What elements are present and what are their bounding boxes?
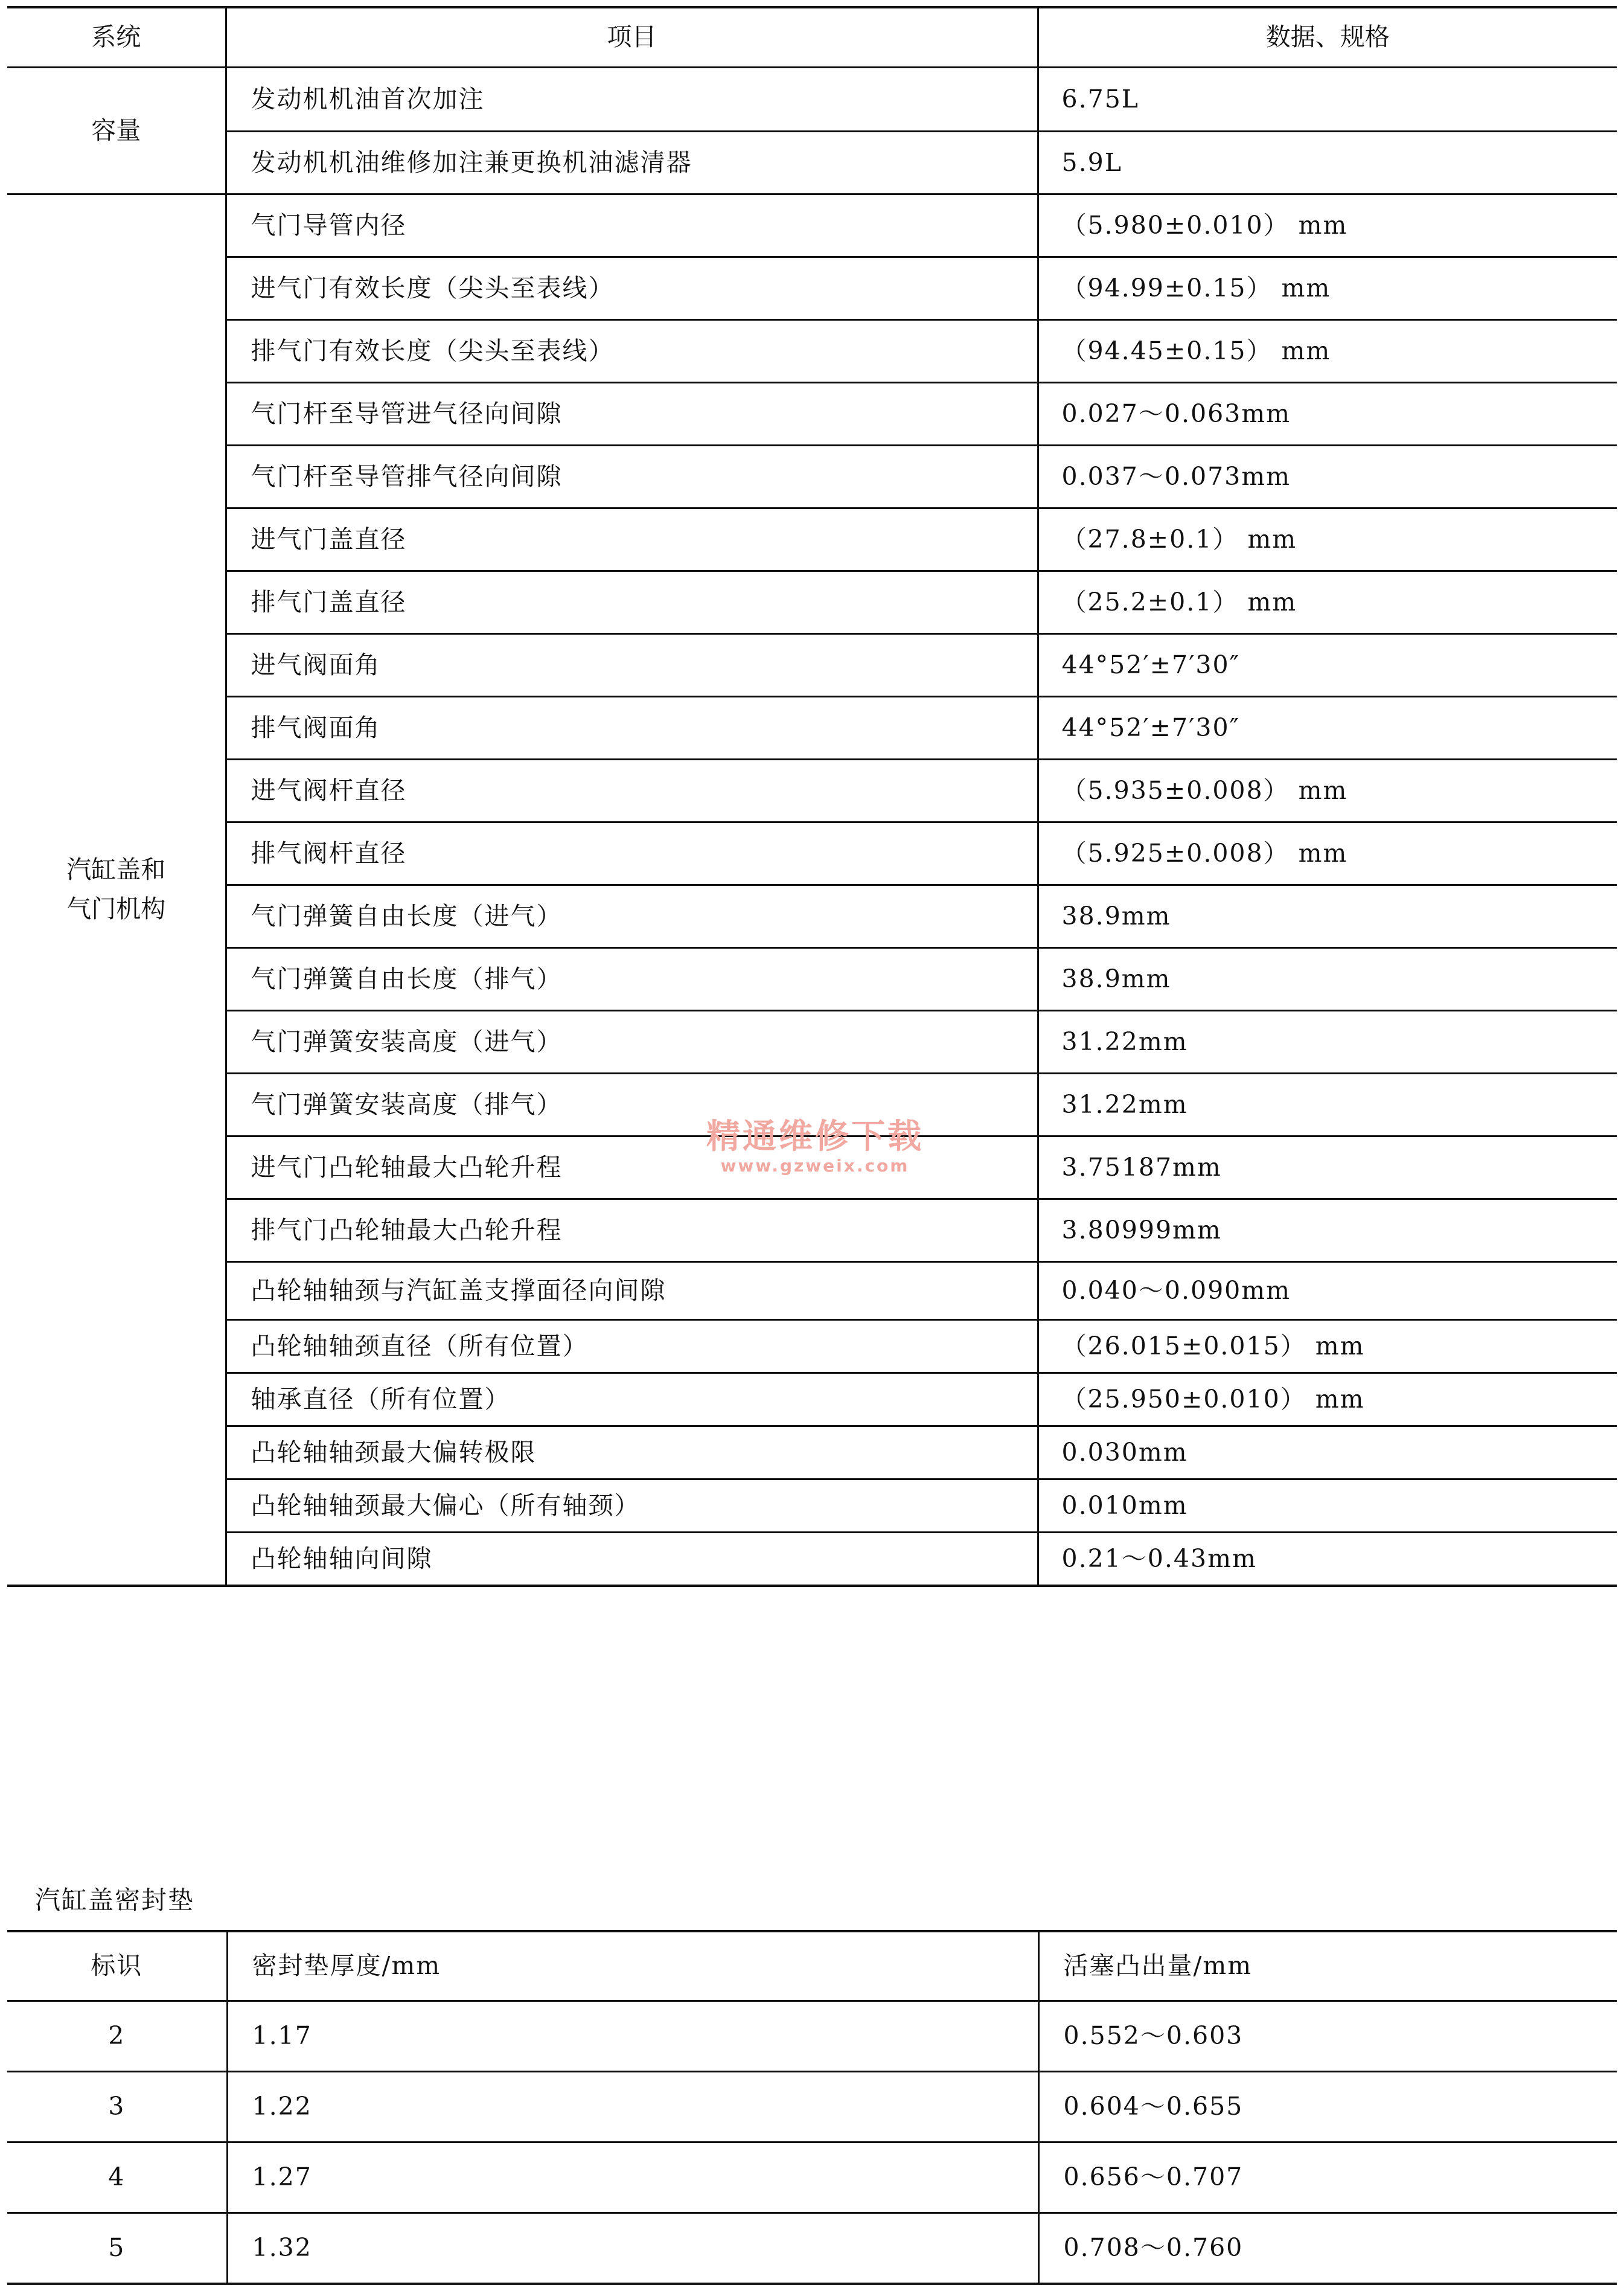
header-protrusion: 活塞凸出量/mm xyxy=(1038,1931,1617,2001)
spec-item: 排气门有效长度（尖头至表线） xyxy=(226,320,1038,383)
spec-item: 发动机机油维修加注兼更换机油滤清器 xyxy=(226,132,1038,194)
spec-row xyxy=(7,1533,1617,1586)
spec-value: 6.75L xyxy=(1038,68,1617,132)
spec-value: 44°52′±7′30″ xyxy=(1038,697,1617,760)
spec-value: （25.2±0.1） mm xyxy=(1038,571,1617,634)
spec-value: 0.030mm xyxy=(1038,1426,1617,1479)
spec-item: 进气门有效长度（尖头至表线） xyxy=(226,257,1038,320)
spec-value: 31.22mm xyxy=(1038,1011,1617,1074)
spec-item: 凸轮轴轴颈直径（所有位置） xyxy=(226,1320,1038,1373)
spec-row xyxy=(7,257,1617,320)
header-item: 项目 xyxy=(226,7,1038,68)
spec-row xyxy=(7,132,1617,194)
spec-value: （5.980±0.010） mm xyxy=(1038,194,1617,257)
gasket-row xyxy=(7,2072,1617,2142)
gasket-body xyxy=(7,2001,1617,2284)
spec-row xyxy=(7,697,1617,760)
spec-value: 38.9mm xyxy=(1038,948,1617,1011)
gasket-thickness: 1.17 xyxy=(227,2001,1038,2072)
spec-item: 凸轮轴轴颈最大偏转极限 xyxy=(226,1426,1038,1479)
gasket-table xyxy=(7,1930,1617,2285)
spec-value: （94.45±0.15） mm xyxy=(1038,320,1617,383)
gasket-thickness: 1.32 xyxy=(227,2213,1038,2284)
spec-row xyxy=(7,1199,1617,1262)
spec-value: 38.9mm xyxy=(1038,885,1617,948)
spec-value: 44°52′±7′30″ xyxy=(1038,634,1617,697)
spec-row xyxy=(7,320,1617,383)
spec-row xyxy=(7,571,1617,634)
spec-row xyxy=(7,1426,1617,1479)
spec-value: 31.22mm xyxy=(1038,1074,1617,1136)
spec-value: （25.950±0.010） mm xyxy=(1038,1373,1617,1426)
spec-item: 排气阀杆直径 xyxy=(226,822,1038,885)
watermark-url: www.gzweix.com xyxy=(720,1156,910,1176)
spec-item: 发动机机油首次加注 xyxy=(226,68,1038,132)
gasket-header-row xyxy=(7,1931,1617,2001)
spec-row xyxy=(7,1320,1617,1373)
spec-value: 0.21～0.43mm xyxy=(1061,1543,1257,1573)
spec-item: 气门弹簧自由长度（进气） xyxy=(226,885,1038,948)
spec-item: 排气门凸轮轴最大凸轮升程 xyxy=(226,1199,1038,1262)
spec-item: 气门弹簧自由长度（排气） xyxy=(226,948,1038,1011)
watermark-name: 精通维修下载 xyxy=(706,1117,924,1156)
gasket-mark: 5 xyxy=(7,2213,227,2284)
spec-item: 凸轮轴轴颈与汽缸盖支撑面径向间隙 xyxy=(226,1262,1038,1320)
header-thickness: 密封垫厚度/mm xyxy=(227,1931,1038,2001)
spec-table xyxy=(7,6,1617,1587)
spec-row xyxy=(7,822,1617,885)
spec-value: 5.9L xyxy=(1038,132,1617,194)
spec-header-row xyxy=(7,7,1617,68)
spec-item: 气门杆至导管进气径向间隙 xyxy=(226,383,1038,446)
spec-value: （94.99±0.15） mm xyxy=(1038,257,1617,320)
spec-row xyxy=(7,68,1617,132)
spec-item: 凸轮轴轴向间隙 xyxy=(226,1533,1038,1586)
spec-value: （27.8±0.1） mm xyxy=(1038,508,1617,571)
spec-item: 气门弹簧安装高度（排气） xyxy=(226,1074,1038,1136)
spec-row xyxy=(7,1373,1617,1426)
spec-row xyxy=(7,383,1617,446)
spec-item: 进气阀面角 xyxy=(226,634,1038,697)
spec-value: 3.80999mm xyxy=(1038,1199,1617,1262)
spec-value: （5.935±0.008） mm xyxy=(1038,760,1617,822)
gasket-protrusion: 0.656～0.707 xyxy=(1038,2142,1617,2213)
spec-item: 轴承直径（所有位置） xyxy=(226,1373,1038,1426)
header-system: 系统 xyxy=(7,7,226,68)
spec-row xyxy=(7,194,1617,257)
spec-row xyxy=(7,948,1617,1011)
spec-row xyxy=(7,1011,1617,1074)
spec-item: 排气阀面角 xyxy=(226,697,1038,760)
gasket-thickness: 1.27 xyxy=(227,2142,1038,2213)
gasket-protrusion: 0.708～0.760 xyxy=(1063,2233,1244,2263)
gasket-mark: 3 xyxy=(7,2072,227,2142)
header-spec: 数据、规格 xyxy=(1038,7,1617,68)
gasket-row xyxy=(7,2142,1617,2213)
spec-row xyxy=(7,634,1617,697)
spec-row xyxy=(7,508,1617,571)
spec-row xyxy=(7,885,1617,948)
system-name: 容量 xyxy=(7,68,226,194)
spec-value: （5.925±0.008） mm xyxy=(1038,822,1617,885)
system-name: 汽缸盖和 气门机构 xyxy=(7,194,226,1586)
header-mark: 标识 xyxy=(7,1931,227,2001)
gasket-mark: 4 xyxy=(7,2142,227,2213)
gasket-row xyxy=(7,2213,1617,2284)
gasket-section-title: 汽缸盖密封垫 xyxy=(35,1885,195,1915)
spec-body xyxy=(7,68,1617,1586)
spec-item: 进气门盖直径 xyxy=(226,508,1038,571)
spec-value: 0.010mm xyxy=(1038,1479,1617,1533)
gasket-mark: 2 xyxy=(7,2001,227,2072)
spec-row xyxy=(7,760,1617,822)
spec-value: 0.027～0.063mm xyxy=(1038,383,1617,446)
spec-item: 进气门凸轮轴最大凸轮升程 xyxy=(226,1136,1038,1199)
spec-item: 进气阀杆直径 xyxy=(226,760,1038,822)
gasket-protrusion: 0.552～0.603 xyxy=(1038,2001,1617,2072)
gasket-thickness: 1.22 xyxy=(227,2072,1038,2142)
spec-value: （26.015±0.015） mm xyxy=(1038,1320,1617,1373)
spec-value: 3.75187mm xyxy=(1038,1136,1617,1199)
spec-row xyxy=(7,446,1617,508)
spec-item: 凸轮轴轴颈最大偏心（所有轴颈） xyxy=(226,1479,1038,1533)
spec-value: 0.037～0.073mm xyxy=(1038,446,1617,508)
watermark xyxy=(706,1110,924,1176)
gasket-protrusion: 0.604～0.655 xyxy=(1038,2072,1617,2142)
spec-item: 气门杆至导管排气径向间隙 xyxy=(226,446,1038,508)
gasket-row xyxy=(7,2001,1617,2072)
spec-item: 排气门盖直径 xyxy=(226,571,1038,634)
spec-row xyxy=(7,1262,1617,1320)
spec-item: 气门弹簧安装高度（进气） xyxy=(226,1011,1038,1074)
spec-row xyxy=(7,1479,1617,1533)
spec-value: 0.040～0.090mm xyxy=(1038,1262,1617,1320)
spec-item: 气门导管内径 xyxy=(226,194,1038,257)
